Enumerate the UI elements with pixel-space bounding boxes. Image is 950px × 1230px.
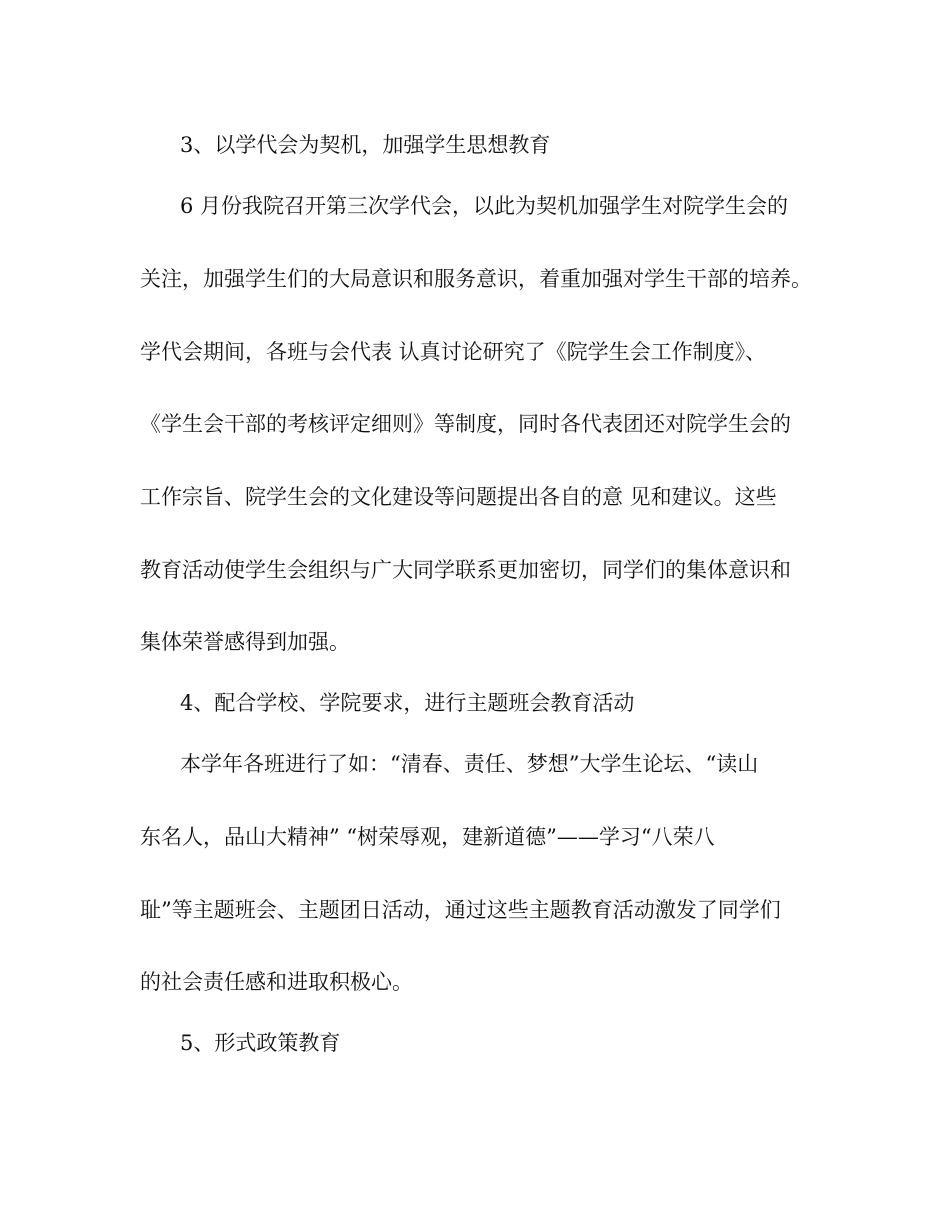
heading-section-3: 3、以学代会为契机，加强学生思想教育 (180, 133, 551, 157)
paragraph-line: 东名人，品山大精神” “树荣辱观，建新道德”——学习“八荣八 (140, 825, 715, 849)
paragraph-line: 工作宗旨、院学生会的文化建设等问题提出各自的意 见和建议。这些 (140, 485, 777, 509)
paragraph-line: 关注，加强学生们的大局意识和服务意识，着重加强对学生干部的培养。 (140, 267, 812, 291)
paragraph-line: 本学年各班进行了如：“清春、责任、梦想”大学生论坛、“读山 (180, 752, 759, 776)
heading-section-5: 5、形式政策教育 (180, 1031, 341, 1055)
paragraph-line: 6 月份我院召开第三次学代会，以此为契机加强学生对院学生会的 (180, 194, 789, 218)
paragraph-line: 集体荣誉感得到加强。 (140, 630, 350, 654)
paragraph-line: 学代会期间，各班与会代表 认真讨论研究了《院学生会工作制度》、 (140, 340, 767, 364)
paragraph-line: 耻”等主题班会、主题团日活动，通过这些主题教育活动激发了同学们 (140, 898, 781, 922)
heading-section-4: 4、配合学校、学院要求，进行主题班会教育活动 (180, 691, 635, 715)
paragraph-line: 《学生会干部的考核评定细则》等制度，同时各代表团还对院学生会的 (140, 412, 791, 436)
paragraph-line: 的社会责任感和进取积极心。 (140, 970, 413, 994)
paragraph-line: 教育活动使学生会组织与广大同学联系更加密切，同学们的集体意识和 (140, 558, 791, 582)
